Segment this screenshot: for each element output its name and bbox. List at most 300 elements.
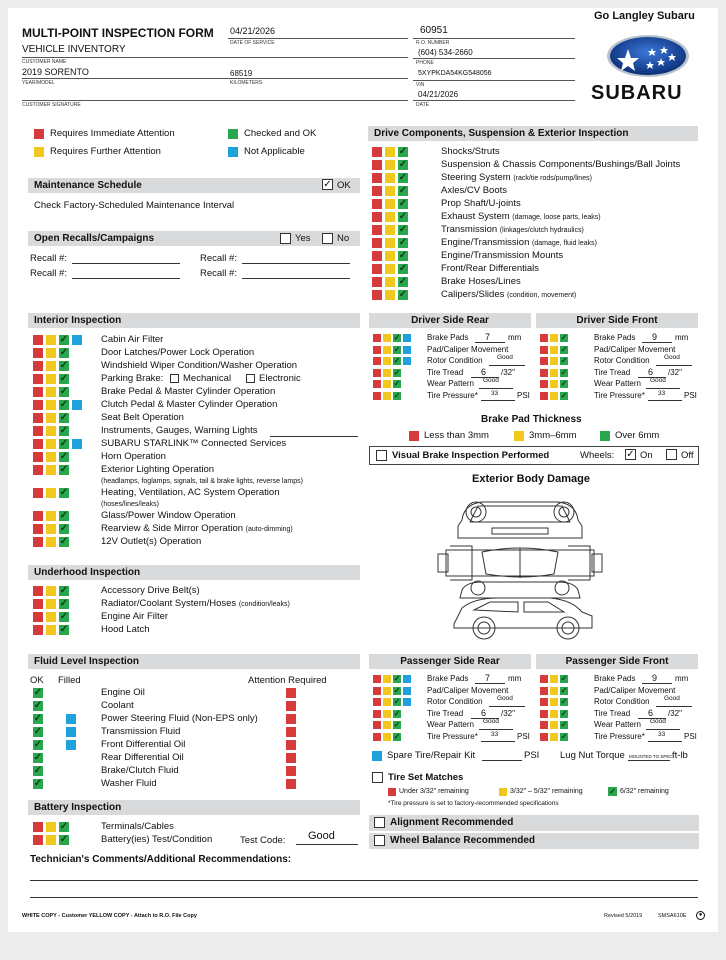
battery-0-green-check-icon[interactable]: ✓ bbox=[59, 821, 69, 832]
interior-8-green-check-icon[interactable]: ✓ bbox=[59, 438, 69, 449]
interior-0-yellow-box[interactable] bbox=[46, 335, 56, 345]
visual-brake-checkbox[interactable] bbox=[376, 450, 387, 461]
drive-item-11 bbox=[441, 289, 576, 300]
interior-1-yellow-box[interactable] bbox=[46, 348, 56, 358]
interior-14-blue-box[interactable] bbox=[72, 537, 82, 547]
wheels_top-0-wear-green-check-icon[interactable]: ✓ bbox=[393, 379, 401, 389]
wheels_top-1-caliper-yellow-box[interactable] bbox=[550, 346, 558, 354]
drive-10-yellow-box[interactable] bbox=[385, 277, 395, 287]
interior-1-green-check-icon[interactable]: ✓ bbox=[59, 347, 69, 358]
wheels_bottom-1-wear-green-check-icon[interactable]: ✓ bbox=[560, 720, 568, 730]
interior-10-green-check-icon[interactable]: ✓ bbox=[59, 464, 69, 475]
interior-4-green-check-icon[interactable]: ✓ bbox=[59, 386, 69, 397]
fluid-2-filled-box[interactable] bbox=[66, 714, 76, 724]
wheels_top-0-rotor-blue-box[interactable] bbox=[403, 357, 411, 365]
drive-6-green-check-icon[interactable]: ✓ bbox=[398, 224, 408, 235]
wheels_top-1-tread-unit: /32" bbox=[668, 367, 682, 377]
interior-8-blue-box[interactable] bbox=[72, 439, 82, 449]
wheels_top-0-pads-blue-box[interactable] bbox=[403, 334, 411, 342]
wheels_bottom-0-caliper-red-box[interactable] bbox=[373, 687, 381, 695]
wheels-off-checkbox[interactable] bbox=[666, 449, 677, 460]
interior-13-green-check-icon[interactable]: ✓ bbox=[59, 523, 69, 534]
wheels_bottom-0-rotor-value: Good bbox=[497, 695, 513, 703]
recalls-yes-checkbox[interactable] bbox=[280, 233, 291, 244]
wheels_bottom-0-wear-red-box[interactable] bbox=[373, 721, 381, 729]
wheels_top-1-caliper-label: Pad/Caliper Movement bbox=[594, 344, 676, 354]
wheels_bottom-1-wear-label: Wear Pattern bbox=[594, 720, 641, 730]
drive-item-1 bbox=[441, 159, 680, 170]
wheels_bottom-0-pressure-green-check-icon[interactable]: ✓ bbox=[393, 732, 401, 741]
drive-7-yellow-box[interactable] bbox=[385, 238, 395, 248]
wheels_bottom-0-pads-line bbox=[475, 683, 505, 684]
interior-7-blue-box[interactable] bbox=[72, 426, 82, 436]
drive-0-yellow-box[interactable] bbox=[385, 147, 395, 157]
parking-electronic-checkbox[interactable] bbox=[246, 374, 255, 383]
interior-3-yellow-box[interactable] bbox=[46, 374, 56, 384]
fluid-2-ok-check-icon[interactable]: ✓ bbox=[33, 713, 43, 724]
wheels_top-0-pads-red-box[interactable] bbox=[373, 334, 381, 342]
wheels_bottom-0-wear-yellow-box[interactable] bbox=[383, 721, 391, 729]
wheel-balance-checkbox[interactable] bbox=[374, 835, 385, 846]
interior-12-blue-box[interactable] bbox=[72, 511, 82, 521]
wheels_top-0-pressure-red-box[interactable] bbox=[373, 392, 381, 400]
drive-3-red-box[interactable] bbox=[372, 186, 382, 196]
wheels_bottom-1-tread-green-check-icon[interactable]: ✓ bbox=[560, 708, 568, 718]
drive-2-yellow-box[interactable] bbox=[385, 173, 395, 183]
drive-10-green-check-icon[interactable]: ✓ bbox=[398, 276, 408, 287]
wheels_top-0-rotor-green-check-icon[interactable]: ✓ bbox=[393, 356, 401, 366]
wheels_bottom-0-tread-yellow-box[interactable] bbox=[383, 710, 391, 718]
interior-5-yellow-box[interactable] bbox=[46, 400, 56, 410]
drive-8-red-box[interactable] bbox=[372, 251, 382, 261]
interior-item-4 bbox=[101, 386, 275, 397]
drive-1-yellow-box[interactable] bbox=[385, 160, 395, 170]
wheels_top-0-pads-yellow-box[interactable] bbox=[383, 334, 391, 342]
interior-6-yellow-box[interactable] bbox=[46, 413, 56, 423]
fluid-2-attention-box[interactable] bbox=[286, 714, 296, 724]
wheels_bottom-0-pads-blue-box[interactable] bbox=[403, 675, 411, 683]
wheels_bottom-1-tread-yellow-box[interactable] bbox=[550, 710, 558, 718]
wheels_bottom-0-rotor-blue-box[interactable] bbox=[403, 698, 411, 706]
tire-set-checkbox[interactable] bbox=[372, 772, 383, 783]
wheels_top-0-rotor-red-box[interactable] bbox=[373, 357, 381, 365]
fluid-7-attention-box[interactable] bbox=[286, 779, 296, 789]
drive-5-green-check-icon[interactable]: ✓ bbox=[398, 211, 408, 222]
underhood-0-red-box[interactable] bbox=[33, 586, 43, 596]
comments-line-1[interactable] bbox=[30, 880, 698, 881]
test-code-label: Test Code: bbox=[240, 835, 286, 846]
recall-field-2[interactable] bbox=[242, 263, 350, 264]
wheels_top-0-pressure-value: 33 bbox=[491, 390, 499, 397]
wheels_bottom-1-caliper-yellow-box[interactable] bbox=[550, 687, 558, 695]
recalls-no-checkbox[interactable] bbox=[322, 233, 333, 244]
underhood-0-green-check-icon[interactable]: ✓ bbox=[59, 585, 69, 596]
wheels_top-0-pressure-green-check-icon[interactable]: ✓ bbox=[393, 391, 401, 400]
battery-1-yellow-box[interactable] bbox=[46, 835, 56, 845]
fluid-item-5: Rear Differential Oil bbox=[101, 752, 184, 763]
wheels_top-1-pads-label: Brake Pads bbox=[594, 333, 636, 342]
drive-6-red-box[interactable] bbox=[372, 225, 382, 235]
drive-5-yellow-box[interactable] bbox=[385, 212, 395, 222]
recall-label-3: Recall #: bbox=[30, 268, 67, 279]
fluid-0-filled-box[interactable] bbox=[66, 688, 76, 698]
drive-2-red-box[interactable] bbox=[372, 173, 382, 183]
comments-line-2[interactable] bbox=[30, 897, 698, 898]
interior-10-blue-box[interactable] bbox=[72, 465, 82, 475]
wheels_bottom-1-pressure-yellow-box[interactable] bbox=[550, 733, 558, 741]
wheels_bottom-0-rotor-red-box[interactable] bbox=[373, 698, 381, 706]
wheels_top-1-rotor-green-check-icon[interactable]: ✓ bbox=[560, 356, 568, 366]
vin-label: VIN bbox=[416, 82, 425, 88]
fluid-3-attention-box[interactable] bbox=[286, 727, 296, 737]
wheels_bottom-1-rotor-green-check-icon[interactable]: ✓ bbox=[560, 697, 568, 707]
underhood-header bbox=[28, 565, 360, 580]
interior-10-yellow-box[interactable] bbox=[46, 465, 56, 475]
underhood-3-red-box[interactable] bbox=[33, 625, 43, 635]
interior-9-yellow-box[interactable] bbox=[46, 452, 56, 462]
wheels_bottom-1-pressure-green-check-icon[interactable]: ✓ bbox=[560, 732, 568, 741]
wheels_top-0-pads-green-check-icon[interactable]: ✓ bbox=[393, 333, 401, 342]
interior-9-blue-box[interactable] bbox=[72, 452, 82, 462]
wheels_bottom-0-caliper-blue-box[interactable] bbox=[403, 687, 411, 695]
fluid-0-ok-check-icon[interactable]: ✓ bbox=[33, 687, 43, 698]
drive-item-sub: (linkages/clutch hydraulics) bbox=[499, 227, 584, 234]
legend-blue-swatch bbox=[228, 147, 238, 157]
interior-7-yellow-box[interactable] bbox=[46, 426, 56, 436]
wheels_bottom-0-rotor-green-check-icon[interactable]: ✓ bbox=[393, 697, 401, 707]
recall-field-3[interactable] bbox=[72, 278, 180, 279]
wheels_bottom-1-wear-red-box[interactable] bbox=[540, 721, 548, 729]
wheels_top-0-caliper-blue-box[interactable] bbox=[403, 346, 411, 354]
wheels_bottom-1-rotor-red-box[interactable] bbox=[540, 698, 548, 706]
vehicle-diagram[interactable] bbox=[432, 490, 608, 644]
spare-label: Spare Tire/Repair Kit bbox=[387, 750, 476, 761]
wheels_top-0-caliper-yellow-box[interactable] bbox=[383, 346, 391, 354]
fluid-4-ok-check-icon[interactable]: ✓ bbox=[33, 739, 43, 750]
recall-field-4[interactable] bbox=[242, 278, 350, 279]
wheels_bottom-1-rotor-value: Good bbox=[664, 695, 680, 703]
fluid-1-filled-box[interactable] bbox=[66, 701, 76, 711]
drive-1-green-check-icon[interactable]: ✓ bbox=[398, 159, 408, 170]
drive-11-red-box[interactable] bbox=[372, 290, 382, 300]
drive-4-yellow-box[interactable] bbox=[385, 199, 395, 209]
phone-value: (604) 534-2660 bbox=[418, 48, 473, 57]
drive-item-sub: (damage, loose parts, leaks) bbox=[512, 214, 601, 221]
fluid-6-filled-box[interactable] bbox=[66, 766, 76, 776]
fluid-5-attention-box[interactable] bbox=[286, 753, 296, 763]
wheels_bottom-0-caliper-yellow-box[interactable] bbox=[383, 687, 391, 695]
wheels_top-1-caliper-red-box[interactable] bbox=[540, 346, 548, 354]
interior-4-yellow-box[interactable] bbox=[46, 387, 56, 397]
interior-13-yellow-box[interactable] bbox=[46, 524, 56, 534]
interior-2-yellow-box[interactable] bbox=[46, 361, 56, 371]
battery-0-red-box[interactable] bbox=[33, 822, 43, 832]
wheels_top-1-wear-green-check-icon[interactable]: ✓ bbox=[560, 379, 568, 389]
wheels_bottom-1-tread-red-box[interactable] bbox=[540, 710, 548, 718]
wheels_bottom-0-wear-label: Wear Pattern bbox=[427, 720, 474, 730]
wheels_bottom-0-wear-green-check-icon[interactable]: ✓ bbox=[393, 720, 401, 730]
interior-1-red-box[interactable] bbox=[33, 348, 43, 358]
interior-8-red-box[interactable] bbox=[33, 439, 43, 449]
drive-3-yellow-box[interactable] bbox=[385, 186, 395, 196]
underhood-3-yellow-box[interactable] bbox=[46, 625, 56, 635]
interior-11-blue-box[interactable] bbox=[72, 488, 82, 498]
wheels_bottom-1-pads-label: Brake Pads bbox=[594, 674, 636, 683]
wheels_bottom-1-caliper-red-box[interactable] bbox=[540, 687, 548, 695]
drive-7-green-check-icon[interactable]: ✓ bbox=[398, 237, 408, 248]
legend-green-swatch bbox=[228, 129, 238, 139]
wheels_bottom-1-wear-yellow-box[interactable] bbox=[550, 721, 558, 729]
wheels_top-0-tread-yellow-box[interactable] bbox=[383, 369, 391, 377]
fluid-1-ok-check-icon[interactable]: ✓ bbox=[33, 700, 43, 711]
interior-2-red-box[interactable] bbox=[33, 361, 43, 371]
wheels_top-1-pads-yellow-box[interactable] bbox=[550, 334, 558, 342]
drive-9-red-box[interactable] bbox=[372, 264, 382, 274]
underhood-item-label: Accessory Drive Belt(s) bbox=[101, 585, 200, 596]
drive-9-green-check-icon[interactable]: ✓ bbox=[398, 263, 408, 274]
interior-5-green-check-icon[interactable]: ✓ bbox=[59, 399, 69, 410]
interior-item-5 bbox=[101, 399, 277, 410]
drive-0-green-check-icon[interactable]: ✓ bbox=[398, 146, 408, 157]
drive-0-red-box[interactable] bbox=[372, 147, 382, 157]
wheels_top-1-pads-green-check-icon[interactable]: ✓ bbox=[560, 333, 568, 342]
interior-4-red-box[interactable] bbox=[33, 387, 43, 397]
wheels_top-1-pressure-red-box[interactable] bbox=[540, 392, 548, 400]
interior-14-yellow-box[interactable] bbox=[46, 537, 56, 547]
wheels_bottom-0-rotor-yellow-box[interactable] bbox=[383, 698, 391, 706]
fluid-1-attention-box[interactable] bbox=[286, 701, 296, 711]
interior-item-13 bbox=[101, 523, 293, 535]
interior-item-label: Heating, Ventilation, AC System Operation bbox=[101, 487, 280, 498]
interior-11-red-box[interactable] bbox=[33, 488, 43, 498]
subaru-emblem bbox=[606, 34, 690, 78]
drive-8-yellow-box[interactable] bbox=[385, 251, 395, 261]
wheels_top-0-tread-green-check-icon[interactable]: ✓ bbox=[393, 367, 401, 377]
drive-item-5 bbox=[441, 211, 601, 222]
fluid-4-filled-box[interactable] bbox=[66, 740, 76, 750]
underhood-1-red-box[interactable] bbox=[33, 599, 43, 609]
wheels_top-1-tread-yellow-box[interactable] bbox=[550, 369, 558, 377]
wheels_top-0-caliper-green-check-icon[interactable]: ✓ bbox=[393, 344, 401, 354]
drive-5-red-box[interactable] bbox=[372, 212, 382, 222]
wheels_bottom-0-tread-label: Tire Tread bbox=[427, 708, 464, 718]
maintenance-ok-checkbox[interactable]: ✓ bbox=[323, 179, 332, 190]
wheels_bottom-0-caliper-green-check-icon[interactable]: ✓ bbox=[393, 685, 401, 695]
interior-1-blue-box[interactable] bbox=[72, 348, 82, 358]
wheels_top-1-pads-red-box[interactable] bbox=[540, 334, 548, 342]
battery-1-green-check-icon[interactable]: ✓ bbox=[59, 834, 69, 845]
fluid-7-ok-check-icon[interactable]: ✓ bbox=[33, 778, 43, 789]
wheels_top-1-tread-label: Tire Tread bbox=[594, 367, 631, 377]
interior-item-label: Glass/Power Window Operation bbox=[101, 510, 236, 521]
interior-14-green-check-icon[interactable]: ✓ bbox=[59, 536, 69, 547]
wheels_top-1-caliper-green-check-icon[interactable]: ✓ bbox=[560, 344, 568, 354]
underhood-2-red-box[interactable] bbox=[33, 612, 43, 622]
underhood-0-yellow-box[interactable] bbox=[46, 586, 56, 596]
fluid-5-ok-check-icon[interactable]: ✓ bbox=[33, 752, 43, 763]
fluid-header bbox=[28, 654, 360, 669]
wheels_top-1-tread-red-box[interactable] bbox=[540, 369, 548, 377]
parking-mechanical-checkbox[interactable] bbox=[170, 374, 179, 383]
wheels_bottom-1-tread-unit: /32" bbox=[668, 708, 682, 718]
wheels_top-1-wear-yellow-box[interactable] bbox=[550, 380, 558, 388]
interior-3-green-check-icon[interactable]: ✓ bbox=[59, 373, 69, 384]
wheels_top-0-tread-red-box[interactable] bbox=[373, 369, 381, 377]
visual-brake-wheels-label: Wheels: bbox=[580, 450, 615, 461]
wheels_top-1-rotor-red-box[interactable] bbox=[540, 357, 548, 365]
fluid-item-3: Transmission Fluid bbox=[101, 726, 181, 737]
wheels_top-0-pressure-label: Tire Pressure* bbox=[427, 391, 478, 400]
underhood-3-green-check-icon[interactable]: ✓ bbox=[59, 624, 69, 635]
wheels_bottom-1-rotor-yellow-box[interactable] bbox=[550, 698, 558, 706]
underhood-2-green-check-icon[interactable]: ✓ bbox=[59, 611, 69, 622]
interior-7-green-check-icon[interactable]: ✓ bbox=[59, 425, 69, 436]
wheels_top-0-wear-red-box[interactable] bbox=[373, 380, 381, 388]
fluid-6-ok-check-icon[interactable]: ✓ bbox=[33, 765, 43, 776]
drive-item-sub: (rack/tie rods/pump/lines) bbox=[513, 175, 592, 182]
wheels_bottom-1-pads-line bbox=[642, 683, 672, 684]
wheels_bottom-0-pressure-yellow-box[interactable] bbox=[383, 733, 391, 741]
drive-item-label: Transmission bbox=[441, 224, 498, 235]
wheels-on-checkbox[interactable]: ✓ bbox=[626, 449, 635, 460]
wheels_top-0-rotor-yellow-box[interactable] bbox=[383, 357, 391, 365]
tire-set-green-check-icon: ✓ bbox=[609, 787, 616, 796]
drive-item-4 bbox=[441, 198, 521, 209]
fluid-3-ok-check-icon[interactable]: ✓ bbox=[33, 726, 43, 737]
interior-5-blue-box[interactable] bbox=[72, 400, 82, 410]
battery-0-yellow-box[interactable] bbox=[46, 822, 56, 832]
drive-2-green-check-icon[interactable]: ✓ bbox=[398, 172, 408, 183]
interior-3-blue-box[interactable] bbox=[72, 374, 82, 384]
underhood-1-green-check-icon[interactable]: ✓ bbox=[59, 598, 69, 609]
interior-5-red-box[interactable] bbox=[33, 400, 43, 410]
wheels_bottom-0-tread-green-check-icon[interactable]: ✓ bbox=[393, 708, 401, 718]
drive-7-red-box[interactable] bbox=[372, 238, 382, 248]
wheels_bottom-1-pads-red-box[interactable] bbox=[540, 675, 548, 683]
wheels_top-1-pressure-yellow-box[interactable] bbox=[550, 392, 558, 400]
ro-number-value: 60951 bbox=[420, 25, 448, 36]
interior-8-yellow-box[interactable] bbox=[46, 439, 56, 449]
underhood-item-2 bbox=[101, 611, 168, 622]
drive-3-green-check-icon[interactable]: ✓ bbox=[398, 185, 408, 196]
customer-name-value: VEHICLE INVENTORY bbox=[22, 44, 126, 55]
fluid-0-attention-box[interactable] bbox=[286, 688, 296, 698]
wheels_top-0-wear-value: Good bbox=[483, 377, 499, 385]
wheels_bottom-0-rotor-line bbox=[489, 706, 525, 707]
interior-11-yellow-box[interactable] bbox=[46, 488, 56, 498]
wheels_top-0-wear-yellow-box[interactable] bbox=[383, 380, 391, 388]
fluid-4-attention-box[interactable] bbox=[286, 740, 296, 750]
wheels_bottom-0-pads-green-check-icon[interactable]: ✓ bbox=[393, 674, 401, 683]
wheels_top-0-caliper-red-box[interactable] bbox=[373, 346, 381, 354]
interior-item-label: Brake Pedal & Master Cylinder Operation bbox=[101, 386, 276, 397]
drive-item-3 bbox=[441, 185, 507, 196]
interior-13-blue-box[interactable] bbox=[72, 524, 82, 534]
interior-6-blue-box[interactable] bbox=[72, 413, 82, 423]
interior-9-red-box[interactable] bbox=[33, 452, 43, 462]
interior-item-label: SUBARU STARLINK™ Connected Services bbox=[101, 438, 287, 449]
underhood-1-yellow-box[interactable] bbox=[46, 599, 56, 609]
wheels_bottom-1-pads-green-check-icon[interactable]: ✓ bbox=[560, 674, 568, 683]
interior-item-9 bbox=[101, 451, 166, 462]
tire-set-label: Tire Set Matches bbox=[388, 772, 464, 783]
legend-yellow-label: Requires Further Attention bbox=[50, 146, 161, 157]
battery-item-1: Battery(ies) Test/Condition bbox=[101, 834, 213, 845]
interior-12-yellow-box[interactable] bbox=[46, 511, 56, 521]
interior-item-label: Cabin Air Filter bbox=[101, 334, 164, 345]
interior-2-green-check-icon[interactable]: ✓ bbox=[59, 360, 69, 371]
wheels_bottom-0-tread-red-box[interactable] bbox=[373, 710, 381, 718]
interior-10-red-box[interactable] bbox=[33, 465, 43, 475]
wheels_top-1-rotor-label: Rotor Condition bbox=[594, 356, 650, 366]
legend-red-label: Requires Immediate Attention bbox=[50, 128, 175, 139]
recall-field-1[interactable] bbox=[72, 263, 180, 264]
drive-11-green-check-icon[interactable]: ✓ bbox=[398, 289, 408, 300]
interior-item-sub: (auto-dimming) bbox=[245, 526, 293, 533]
fluid-7-filled-box[interactable] bbox=[66, 779, 76, 789]
fluid-3-filled-box[interactable] bbox=[66, 727, 76, 737]
wheels_bottom-0-pads-red-box[interactable] bbox=[373, 675, 381, 683]
drive-9-yellow-box[interactable] bbox=[385, 264, 395, 274]
interior-0-blue-box[interactable] bbox=[72, 335, 82, 345]
wheels_bottom-1-caliper-green-check-icon[interactable]: ✓ bbox=[560, 685, 568, 695]
fluid-5-filled-box[interactable] bbox=[66, 753, 76, 763]
wheels_top-1-pressure-green-check-icon[interactable]: ✓ bbox=[560, 391, 568, 400]
wheels_bottom-1-rotor-label: Rotor Condition bbox=[594, 697, 650, 707]
drive-8-green-check-icon[interactable]: ✓ bbox=[398, 250, 408, 261]
interior-14-red-box[interactable] bbox=[33, 537, 43, 547]
interior-6-red-box[interactable] bbox=[33, 413, 43, 423]
interior-6-green-check-icon[interactable]: ✓ bbox=[59, 412, 69, 423]
drive-6-yellow-box[interactable] bbox=[385, 225, 395, 235]
wheels_bottom-1-pads-yellow-box[interactable] bbox=[550, 675, 558, 683]
interior-11-green-check-icon[interactable]: ✓ bbox=[59, 487, 69, 498]
wheels_bottom-1-pads-value: 9 bbox=[652, 673, 658, 683]
battery-1-red-box[interactable] bbox=[33, 835, 43, 845]
wheels_top-1-wear-red-box[interactable] bbox=[540, 380, 548, 388]
drive-1-red-box[interactable] bbox=[372, 160, 382, 170]
interior-0-green-check-icon[interactable]: ✓ bbox=[59, 334, 69, 345]
wheels_bottom-1-pressure-red-box[interactable] bbox=[540, 733, 548, 741]
wheels_top-0-pressure-yellow-box[interactable] bbox=[383, 392, 391, 400]
interior-13-red-box[interactable] bbox=[33, 524, 43, 534]
drive-10-red-box[interactable] bbox=[372, 277, 382, 287]
drive-11-yellow-box[interactable] bbox=[385, 290, 395, 300]
drive-4-green-check-icon[interactable]: ✓ bbox=[398, 198, 408, 209]
interior-4-blue-box[interactable] bbox=[72, 387, 82, 397]
wheels_bottom-0-pressure-red-box[interactable] bbox=[373, 733, 381, 741]
wheels_top-0-caliper-label: Pad/Caliper Movement bbox=[427, 344, 509, 354]
interior-0-red-box[interactable] bbox=[33, 335, 43, 345]
wheels_bottom-0-pads-yellow-box[interactable] bbox=[383, 675, 391, 683]
underhood-title: Underhood Inspection bbox=[34, 567, 141, 578]
legend-green-label: Checked and OK bbox=[244, 128, 317, 139]
alignment-checkbox[interactable] bbox=[374, 817, 385, 828]
interior-2-blue-box[interactable] bbox=[72, 361, 82, 371]
wheels_top-1-pressure-label: Tire Pressure* bbox=[594, 391, 645, 400]
interior-9-green-check-icon[interactable]: ✓ bbox=[59, 451, 69, 462]
wheels_top-1-tread-green-check-icon[interactable]: ✓ bbox=[560, 367, 568, 377]
drive-item-label: Axles/CV Boots bbox=[441, 185, 507, 196]
interior-7-red-box[interactable] bbox=[33, 426, 43, 436]
underhood-2-yellow-box[interactable] bbox=[46, 612, 56, 622]
interior-12-red-box[interactable] bbox=[33, 511, 43, 521]
interior-3-red-box[interactable] bbox=[33, 374, 43, 384]
drive-4-red-box[interactable] bbox=[372, 199, 382, 209]
fluid-6-attention-box[interactable] bbox=[286, 766, 296, 776]
interior-12-green-check-icon[interactable]: ✓ bbox=[59, 510, 69, 521]
wheels_top-1-rotor-yellow-box[interactable] bbox=[550, 357, 558, 365]
